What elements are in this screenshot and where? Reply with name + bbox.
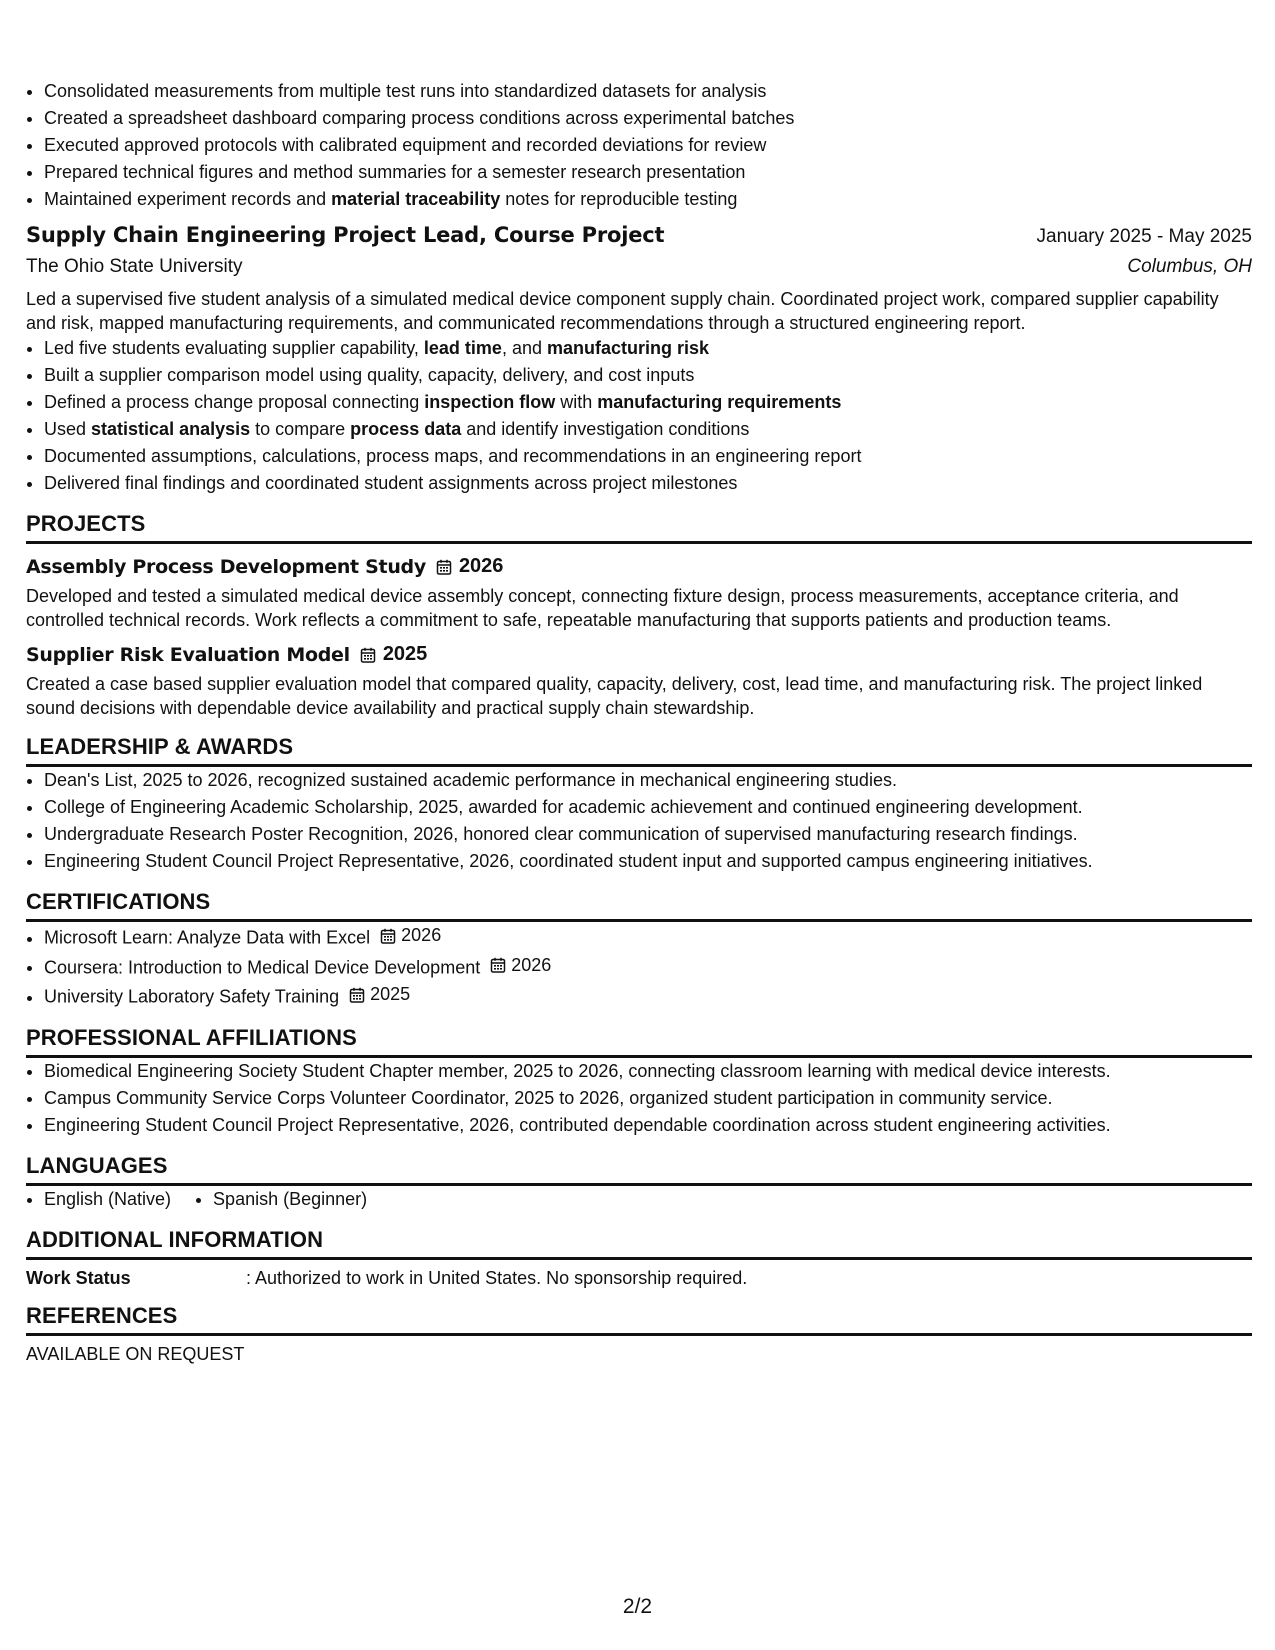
bold-text: statistical analysis xyxy=(91,419,251,439)
page-number: 2/2 xyxy=(622,1595,653,1618)
award-item: • Engineering Student Council Project Representative, 2026, coordinated student input and supported campus engineering initiatives. xyxy=(44,848,1252,875)
bullet-text: notes for reproducible testing xyxy=(500,189,738,209)
project-year-text: 2026 xyxy=(458,555,504,577)
intro-bullet xyxy=(44,132,1252,159)
award-item: • Undergraduate Research Poster Recognition, 2026, honored clear communication of supervised manufacturing research findings. xyxy=(44,821,1252,848)
section-title-affiliations: PROFESSIONAL AFFILIATIONS xyxy=(26,1025,1252,1058)
calendar-icon xyxy=(436,559,452,575)
bold-text: manufacturing risk xyxy=(546,338,710,358)
job-bullet xyxy=(44,416,1252,443)
bullet-text: Prepared technical figures and method summaries for a semester research presentation xyxy=(44,162,746,182)
project-year-text: 2025 xyxy=(382,643,428,665)
bullet-text: Built a supplier comparison model using quality, capacity, delivery, and cost inputs xyxy=(44,365,695,385)
intro-bullet xyxy=(44,186,1252,213)
job-bullet xyxy=(44,362,1252,389)
job-bullet xyxy=(44,443,1252,470)
section-title-leadership: LEADERSHIP & AWARDS xyxy=(26,734,1252,767)
bullet-text: Delivered final findings and coordinated student assignments across project milestones xyxy=(44,473,738,493)
bold-text: process data xyxy=(350,419,462,439)
languages-list xyxy=(26,1186,1252,1213)
bold-text: inspection flow xyxy=(424,392,556,412)
certification-item xyxy=(44,922,1252,952)
award-item: • College of Engineering Academic Scholarship, 2025, awarded for academic achievement and continued engineering development. xyxy=(44,794,1252,821)
bullet-text: and identify investigation conditions xyxy=(461,419,750,439)
section-title-projects: PROJECTS xyxy=(26,511,1252,544)
language-item: • Spanish (Beginner) xyxy=(213,1186,367,1213)
bullet-text: to compare xyxy=(250,419,351,439)
work-status-value: : Authorized to work in United States. No sponsorship required. xyxy=(246,1267,748,1288)
section-title-certifications: CERTIFICATIONS xyxy=(26,889,1252,922)
calendar-icon xyxy=(349,987,365,1003)
bullet-text: Documented assumptions, calculations, process maps, and recommendations in an engineering report xyxy=(44,446,862,466)
job-description: Led a supervised five student analysis of a simulated medical device component supply chain. Coordinated project work, compared supplier capability and risk, mapped manufacturing requirements, and communicated recommendations through a structured engineering report. xyxy=(26,289,1219,333)
calendar-icon xyxy=(380,928,396,944)
certification-year: 2026 xyxy=(511,954,552,975)
certification-date xyxy=(349,981,410,1008)
project-description: Created a case based supplier evaluation model that compared quality, capacity, delivery, cost, lead time, and manufacturing risk. The project linked sound decisions with dependable device availability and practical supply chain stewardship. xyxy=(26,674,1203,718)
certification-year: 2026 xyxy=(401,925,442,945)
intro-bullet-list xyxy=(26,78,1252,213)
project-header xyxy=(26,643,1252,666)
projects-list xyxy=(26,555,1252,720)
bold-text: manufacturing requirements xyxy=(597,392,842,412)
affiliations-list xyxy=(26,1058,1252,1139)
award-item: • Dean's List, 2025 to 2026, recognized sustained academic performance in mechanical engineering studies. xyxy=(44,767,1252,794)
project-description: Developed and tested a simulated medical device assembly concept, connecting fixture design, process measurements, acceptance criteria, and controlled technical records. Work reflects a commitment to safe, repeatable manufacturing that supports patients and production teams. xyxy=(26,586,1179,630)
job-bullet xyxy=(44,335,1252,362)
job-dates: January 2025 - May 2025 xyxy=(1036,226,1252,247)
job-title: Supply Chain Engineering Project Lead, Course Project xyxy=(26,223,665,247)
bullet-text: , and xyxy=(501,338,547,358)
references-text: AVAILABLE ON REQUEST xyxy=(26,1343,245,1364)
bullet-text: Used xyxy=(44,419,92,439)
job-bullet xyxy=(44,389,1252,416)
section-title-references: REFERENCES xyxy=(26,1303,1252,1336)
language-item: • English (Native) xyxy=(44,1186,171,1213)
leadership-list xyxy=(26,767,1252,875)
resume-page xyxy=(26,78,1252,1365)
certification-item xyxy=(44,952,1252,982)
intro-bullet xyxy=(44,78,1252,105)
project-title: Assembly Process Development Study xyxy=(26,555,426,578)
certification-name: University Laboratory Safety Training xyxy=(44,986,340,1007)
bullet-text: Led five students evaluating supplier capability, xyxy=(44,338,424,358)
section-title-languages: LANGUAGES xyxy=(26,1153,1252,1186)
affiliation-item: • Campus Community Service Corps Volunteer Coordinator, 2025 to 2026, organized student participation in community service. xyxy=(44,1085,1252,1112)
certification-date xyxy=(490,952,551,979)
bullet-text: Executed approved protocols with calibrated equipment and recorded deviations for review xyxy=(44,135,767,155)
certification-item xyxy=(44,981,1252,1011)
certification-name: Coursera: Introduction to Medical Device Development xyxy=(44,957,481,977)
job-bullet xyxy=(44,470,1252,497)
job-subheader xyxy=(26,256,1252,278)
affiliation-item: • Biomedical Engineering Society Student Chapter member, 2025 to 2026, connecting classroom learning with medical device interests. xyxy=(44,1058,1252,1085)
certifications-list xyxy=(26,922,1252,1011)
calendar-icon xyxy=(490,957,506,973)
intro-bullet xyxy=(44,105,1252,132)
section-title-additional: ADDITIONAL INFORMATION xyxy=(26,1227,1252,1260)
bullet-text: Maintained experiment records and xyxy=(44,189,332,209)
certification-date xyxy=(380,922,441,949)
project-header xyxy=(26,555,1252,578)
intro-bullet xyxy=(44,159,1252,186)
work-status-label: Work Status xyxy=(26,1267,131,1288)
job-bullet-list xyxy=(26,335,1252,497)
project-year xyxy=(360,643,428,666)
bullet-text: Consolidated measurements from multiple test runs into standardized datasets for analysis xyxy=(44,81,767,101)
calendar-icon xyxy=(360,647,376,663)
certification-name: Microsoft Learn: Analyze Data with Excel xyxy=(44,927,371,948)
project-year xyxy=(436,555,504,578)
job-location: Columbus, OH xyxy=(1127,256,1252,277)
job-header xyxy=(26,223,1252,248)
affiliation-item: • Engineering Student Council Project Representative, 2026, contributed dependable coordination across student engineering activities. xyxy=(44,1112,1252,1139)
bullet-text: with xyxy=(555,392,598,412)
bold-text: lead time xyxy=(423,338,502,358)
bold-text: material traceability xyxy=(331,189,501,209)
job-organization: The Ohio State University xyxy=(26,256,243,277)
bullet-text: Created a spreadsheet dashboard comparing process conditions across experimental batches xyxy=(44,108,795,128)
certification-year: 2025 xyxy=(370,984,411,1004)
bullet-text: Defined a process change proposal connecting xyxy=(44,392,425,412)
work-status-row xyxy=(26,1268,1252,1289)
project-title: Supplier Risk Evaluation Model xyxy=(26,643,350,666)
